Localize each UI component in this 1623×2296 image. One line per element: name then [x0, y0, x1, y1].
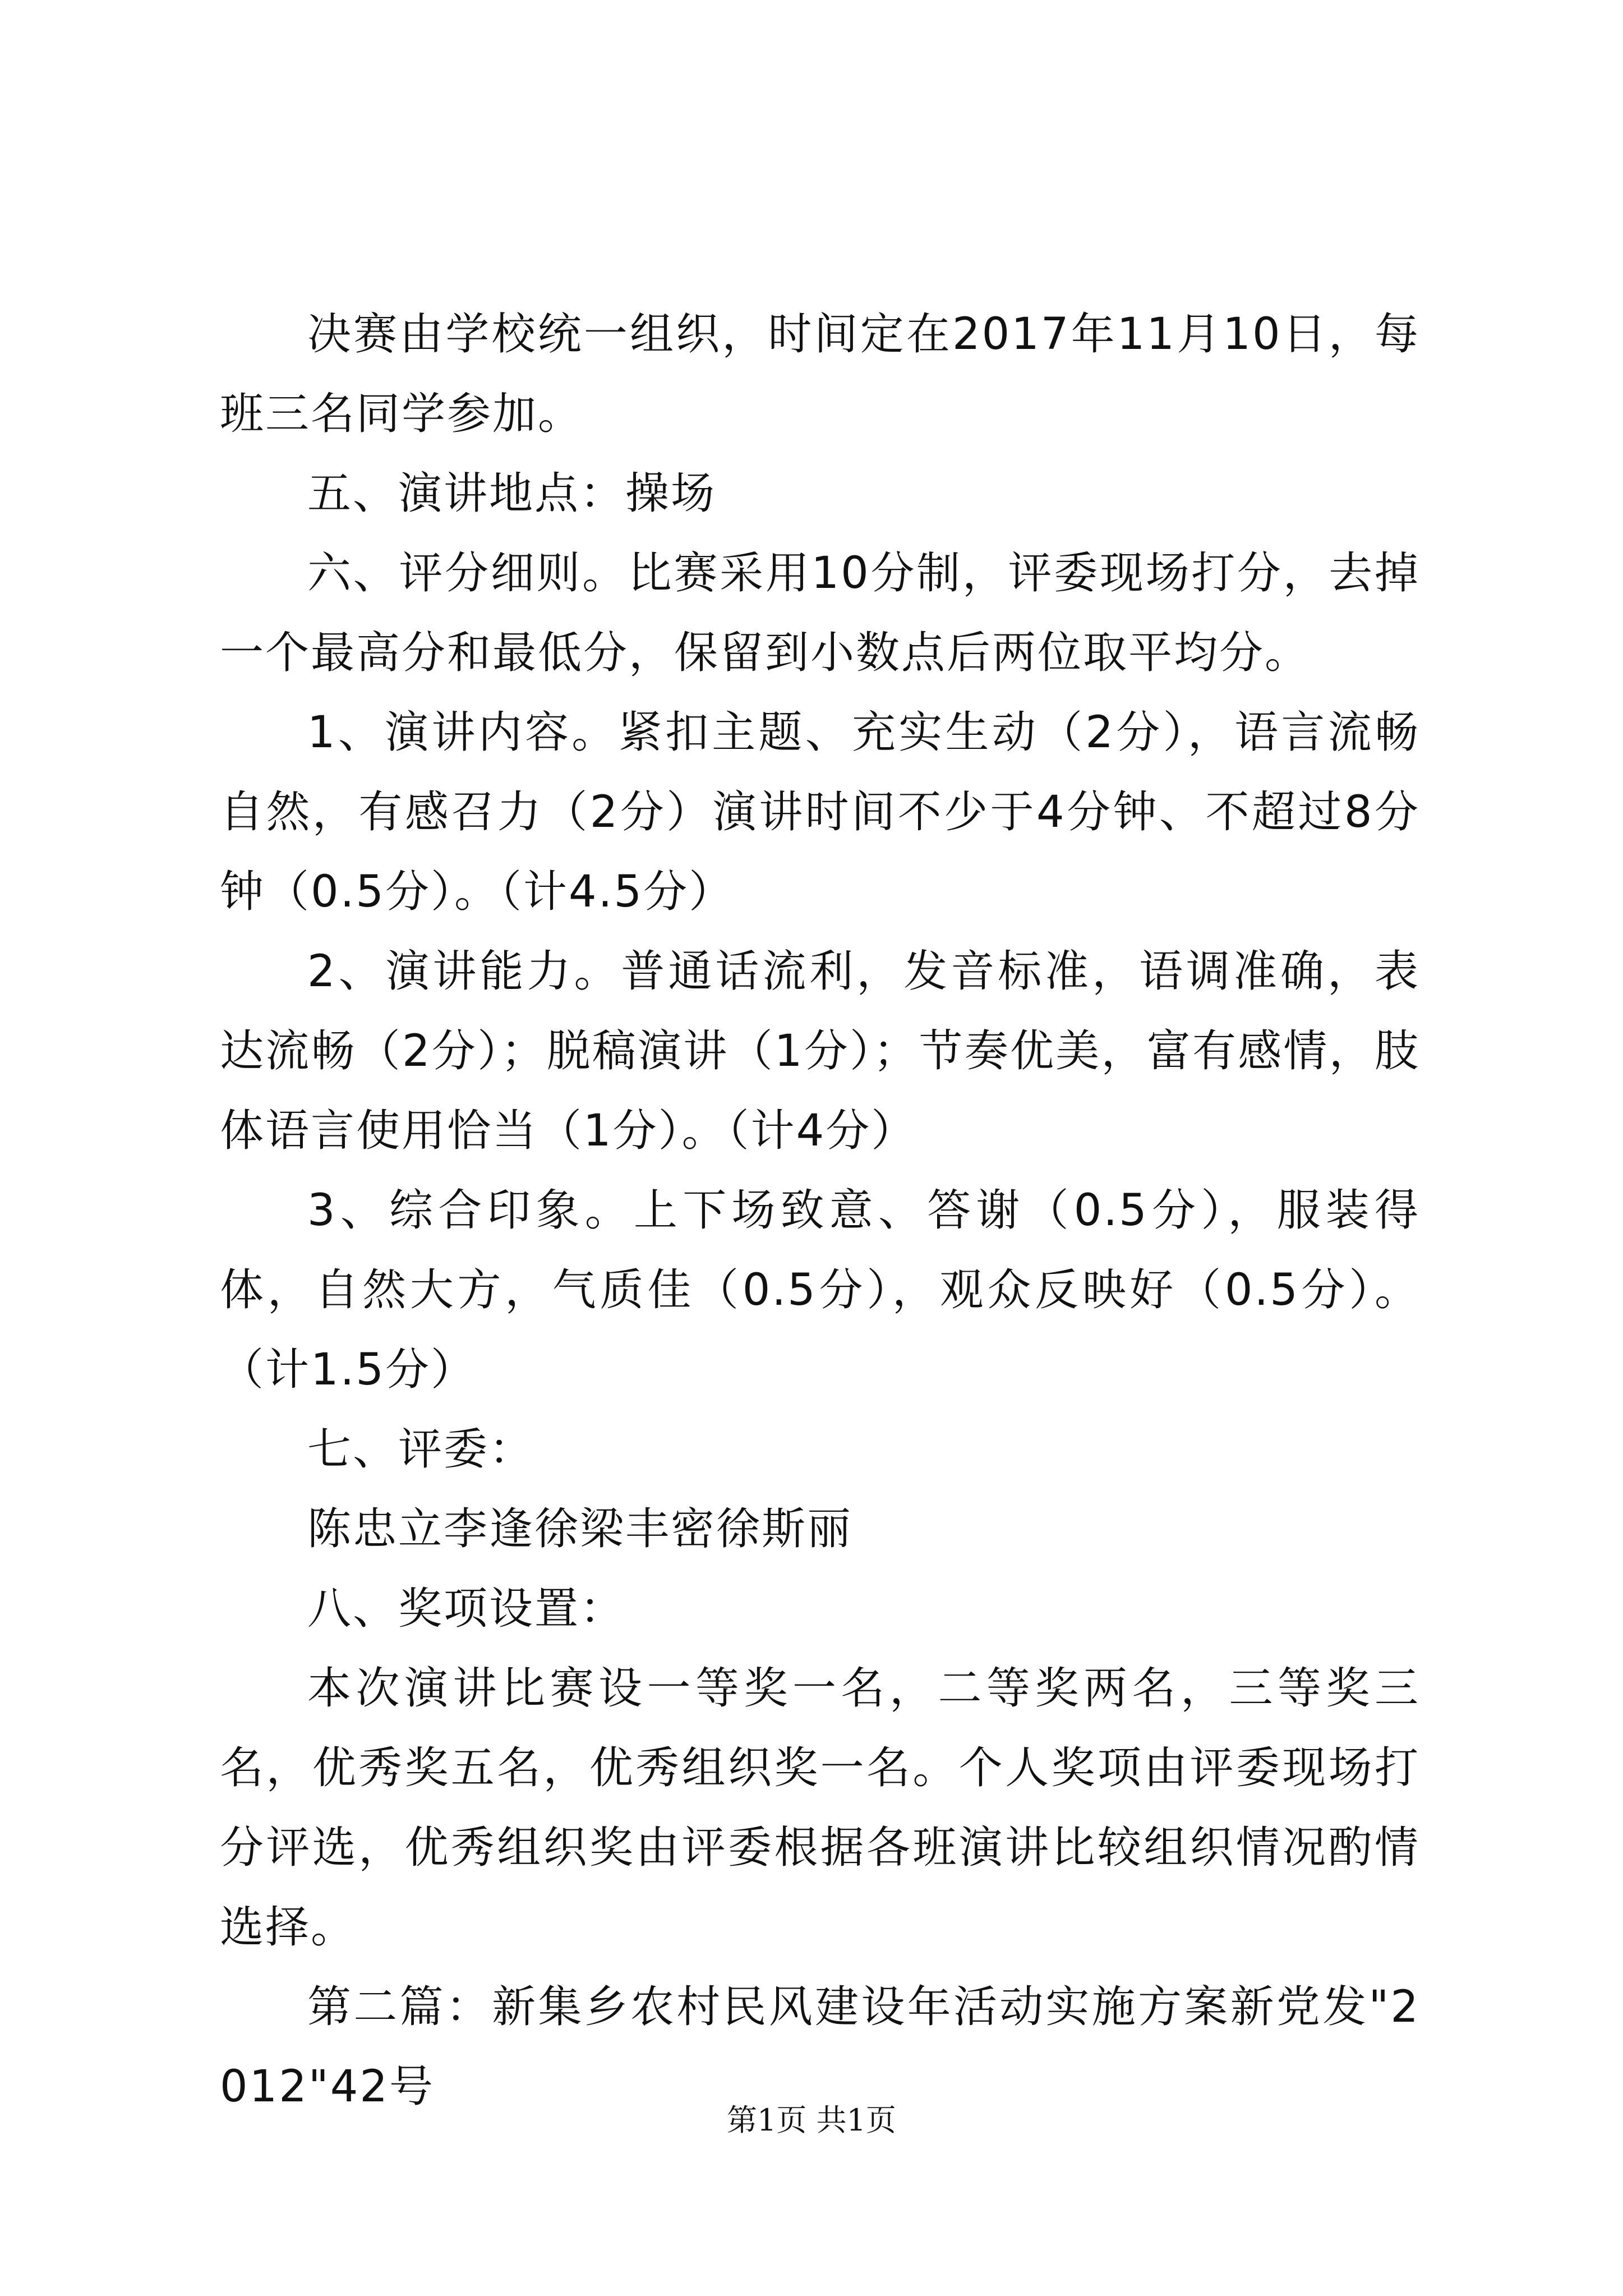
paragraph-final-round: 决赛由学校统一组织，时间定在2017年11月10日，每班三名同学参加。	[220, 309, 1420, 439]
paragraph-venue: 五、演讲地点：操场	[307, 468, 717, 519]
paragraph-speech-ability: 2、演讲能力。普通话流利，发音标准，语调准确，表达流畅（2分）；脱稿演讲（1分）；节奏优美，富有感情，肢体语言使用恰当（1分）。（计4分）	[220, 946, 1420, 1156]
paragraph-second-article-title: 第二篇：新集乡农村民风建设年活动实施方案新党发"2012"42号	[220, 1982, 1420, 2112]
paragraph-awards-heading: 八、奖项设置：	[307, 1584, 626, 1634]
paragraph-speech-content: 1、演讲内容。紧扣主题、充实生动（2分），语言流畅自然，有感召力（2分）演讲时间不少于4分钟、不超过8分钟（0.5分）。（计4.5分）	[220, 707, 1420, 917]
paragraph-awards-details: 本次演讲比赛设一等奖一名，二等奖两名，三等奖三名，优秀奖五名，优秀组织奖一名。个人奖项由评委现场打分评选，优秀组织奖由评委根据各班演讲比较组织情况酌情选择。	[220, 1663, 1420, 1953]
document-body	[220, 295, 1420, 2127]
paragraph-judges-names: 陈忠立李逢徐梁丰密徐斯丽	[307, 1504, 853, 1554]
paragraph-scoring-rules: 六、评分细则。比赛采用10分制，评委现场打分，去掉一个最高分和最低分，保留到小数点后两位取平均分。	[220, 548, 1420, 678]
paragraph-judges-heading: 七、评委：	[307, 1424, 535, 1475]
page-footer: 第1页 共1页	[727, 2102, 896, 2138]
paragraph-overall-impression: 3、综合印象。上下场致意、答谢（0.5分），服装得体，自然大方，气质佳（0.5分），观众反映好（0.5分）。（计1.5分）	[220, 1185, 1420, 1395]
